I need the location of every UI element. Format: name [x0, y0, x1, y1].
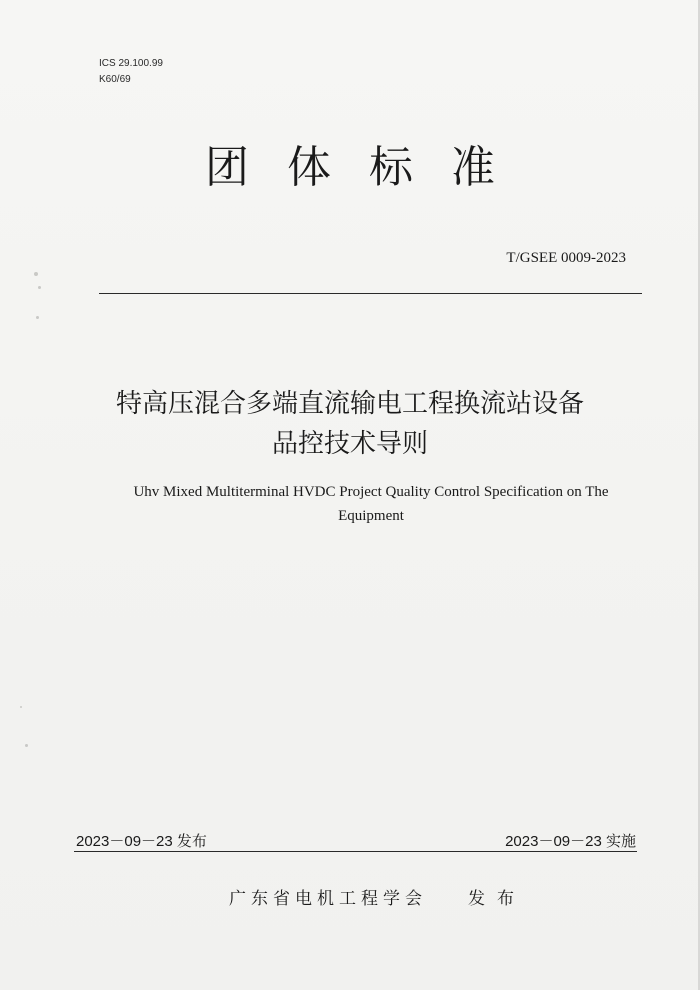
publish-date: 2023－09－23 发布	[76, 833, 207, 850]
english-title	[95, 480, 647, 528]
chinese-title-line-2: 品控技术导则	[271, 429, 428, 459]
scan-speck	[20, 706, 22, 708]
scan-speck	[34, 272, 38, 276]
chinese-title	[60, 384, 640, 464]
publish-label: 发布	[468, 889, 526, 909]
english-title-line-1: Uhv Mixed Multiterminal HVDC Project Quality Control Specification on The	[133, 484, 609, 500]
footer-divider	[74, 851, 637, 852]
scan-speck	[25, 744, 28, 747]
header-divider	[99, 293, 642, 294]
publisher-name: 广东省电机工程学会	[229, 889, 427, 909]
scan-speck	[38, 286, 41, 289]
classification-codes	[99, 56, 163, 88]
implement-date: 2023－09－23 实施	[505, 833, 636, 850]
document-type-heading: 团体标准	[205, 142, 533, 193]
scan-speck	[36, 316, 39, 319]
chinese-title-line-1: 特高压混合多端直流输电工程换流站设备	[115, 389, 584, 419]
ccs-code: K60/69	[99, 74, 131, 85]
standard-number: T/GSEE 0009-2023	[506, 250, 626, 266]
ics-code: ICS 29.100.99	[99, 58, 163, 69]
english-title-line-2: Equipment	[338, 508, 404, 524]
